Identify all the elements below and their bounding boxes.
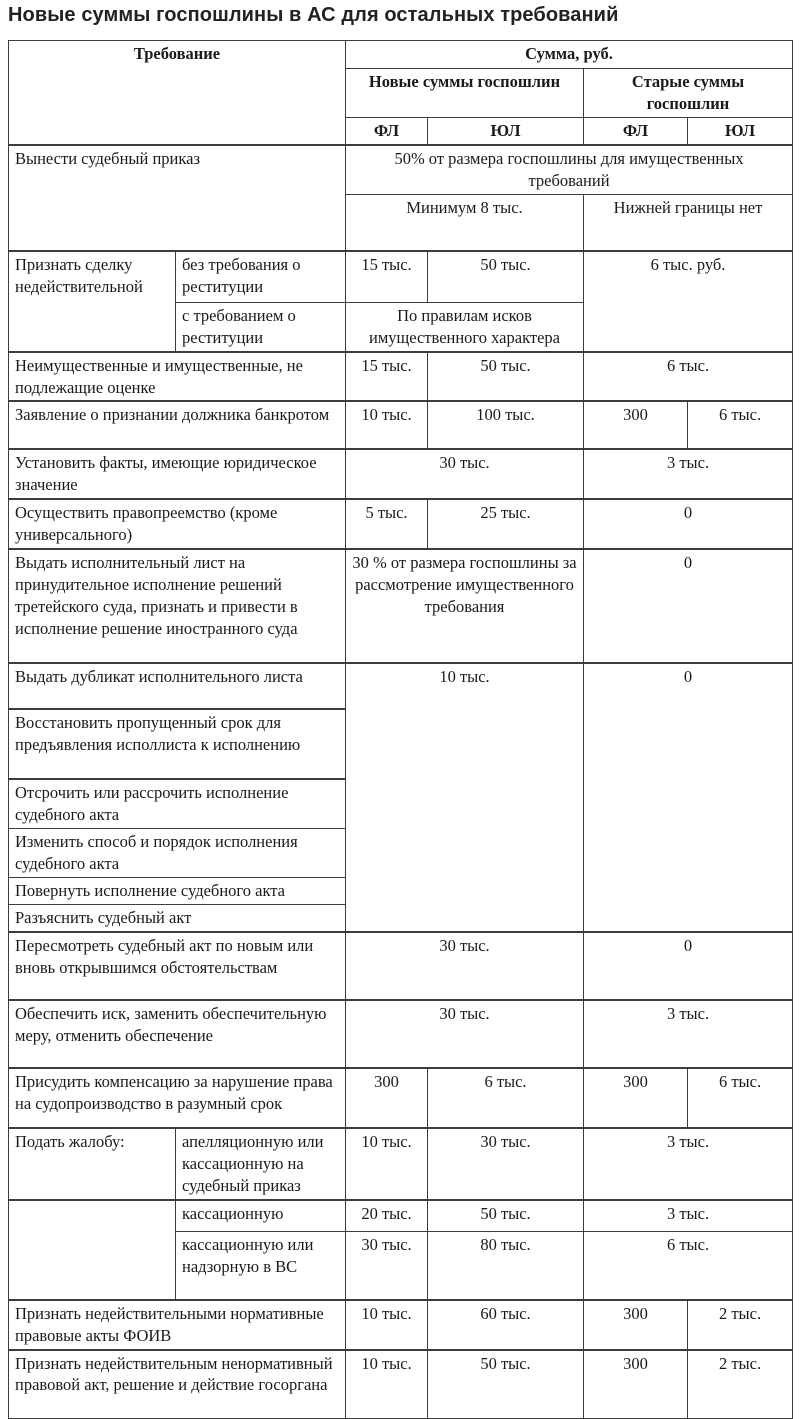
sub-requirement-cell: без требования о реституции	[176, 251, 346, 302]
requirement-cell: Осуществить правопреемство (кроме универсального)	[9, 499, 346, 549]
requirement-cell: Признать недействительными нормативные правовые акты ФОИВ	[9, 1300, 346, 1350]
fee-cell: 300	[346, 1068, 428, 1128]
requirement-cell: Отсрочить или рассрочить исполнение судебного акта	[9, 779, 346, 828]
fee-cell: 5 тыс.	[346, 499, 428, 549]
fee-cell: 3 тыс.	[584, 449, 793, 499]
header-new-jul: ЮЛ	[428, 117, 584, 144]
fee-cell: 10 тыс.	[346, 401, 428, 449]
requirement-cell: Вынести судебный приказ	[9, 145, 346, 251]
requirement-cell: Повернуть исполнение судебного акта	[9, 877, 346, 904]
fee-cell: 2 тыс.	[688, 1300, 793, 1350]
fee-cell: Минимум 8 тыс.	[346, 194, 584, 251]
fee-cell: 15 тыс.	[346, 251, 428, 302]
requirement-cell: Присудить компенсацию за нарушение права на судопроизводство в разумный срок	[9, 1068, 346, 1128]
fee-cell: 30 тыс.	[428, 1128, 584, 1200]
fee-cell: 0	[584, 663, 793, 932]
requirement-cell: Подать жалобу:	[9, 1128, 176, 1200]
header-old-fl: ФЛ	[584, 117, 688, 144]
requirement-cell: Признать сделку недействительной	[9, 251, 176, 351]
fee-cell: 30 % от размера госпошлины за рассмотрение имущественного требования	[346, 549, 584, 663]
requirement-cell: Изменить способ и порядок исполнения судебного акта	[9, 829, 346, 878]
fee-cell: 3 тыс.	[584, 1000, 793, 1068]
requirement-cell: Восстановить пропущенный срок для предъявления исполлиста к исполнению	[9, 709, 346, 779]
fee-cell: Нижней границы нет	[584, 194, 793, 251]
fee-cell: 60 тыс.	[428, 1300, 584, 1350]
header-new-fees: Новые суммы госпошлин	[346, 69, 584, 118]
requirement-cell	[9, 1200, 176, 1300]
header-old-jul: ЮЛ	[688, 117, 793, 144]
fee-cell: 50 тыс.	[428, 352, 584, 402]
fee-cell: 0	[584, 932, 793, 1000]
fee-cell: 6 тыс.	[428, 1068, 584, 1128]
header-old-fees: Старые суммы госпошлин	[584, 69, 793, 118]
requirement-cell: Выдать дубликат исполнительного листа	[9, 663, 346, 709]
fee-cell: 6 тыс.	[584, 352, 793, 402]
requirement-cell: Признать недействительным ненормативный правовой акт, решение и действие госоргана	[9, 1350, 346, 1419]
fee-cell: 300	[584, 1068, 688, 1128]
fee-cell: 50% от размера госпошлины для имущественных требований	[346, 145, 793, 194]
fee-cell: 3 тыс.	[584, 1200, 793, 1232]
fee-cell: 25 тыс.	[428, 499, 584, 549]
requirement-cell: Выдать исполнительный лист на принудительное исполнение решений третейского суда, признать и привести в исполнение решение иностранного суда	[9, 549, 346, 663]
requirement-cell: Установить факты, имеющие юридическое значение	[9, 449, 346, 499]
requirement-cell: Заявление о признании должника банкротом	[9, 401, 346, 449]
fee-cell: 0	[584, 549, 793, 663]
fee-cell: 0	[584, 499, 793, 549]
fee-cell: 2 тыс.	[688, 1350, 793, 1419]
header-requirement: Требование	[9, 41, 346, 145]
sub-requirement-cell: апелляционную или кассационную на судебный приказ	[176, 1128, 346, 1200]
sub-requirement-cell: кассационную	[176, 1200, 346, 1232]
fee-cell: 100 тыс.	[428, 401, 584, 449]
fee-cell: 6 тыс. руб.	[584, 251, 793, 351]
fee-cell: 30 тыс.	[346, 1000, 584, 1068]
fee-cell: 30 тыс.	[346, 932, 584, 1000]
fee-cell: 10 тыс.	[346, 1350, 428, 1419]
header-new-fl: ФЛ	[346, 117, 428, 144]
fee-cell: 6 тыс.	[584, 1232, 793, 1300]
fee-cell: 10 тыс.	[346, 1300, 428, 1350]
fee-cell: 50 тыс.	[428, 1200, 584, 1232]
requirement-cell: Разъяснить судебный акт	[9, 904, 346, 931]
fee-cell: 15 тыс.	[346, 352, 428, 402]
header-sum: Сумма, руб.	[346, 41, 793, 69]
fees-table	[8, 40, 793, 1419]
fee-cell: 6 тыс.	[688, 401, 793, 449]
fee-cell: 300	[584, 401, 688, 449]
fee-cell: 30 тыс.	[346, 449, 584, 499]
fee-cell: 50 тыс.	[428, 1350, 584, 1419]
fee-cell: По правилам исков имущественного характера	[346, 302, 584, 351]
fee-cell: 50 тыс.	[428, 251, 584, 302]
page-title: Новые суммы госпошлины в АС для остальных требований	[8, 4, 619, 26]
fee-cell: 300	[584, 1300, 688, 1350]
sub-requirement-cell: с требованием о реституции	[176, 302, 346, 351]
fee-cell: 80 тыс.	[428, 1232, 584, 1300]
requirement-cell: Пересмотреть судебный акт по новым или вновь открывшимся обстоятельствам	[9, 932, 346, 1000]
requirement-cell: Неимущественные и имущественные, не подлежащие оценке	[9, 352, 346, 402]
requirement-cell: Обеспечить иск, заменить обеспечительную меру, отменить обеспечение	[9, 1000, 346, 1068]
fee-cell: 300	[584, 1350, 688, 1419]
fee-cell: 6 тыс.	[688, 1068, 793, 1128]
fee-cell: 30 тыс.	[346, 1232, 428, 1300]
sub-requirement-cell: кассационную или надзорную в ВС	[176, 1232, 346, 1300]
fee-cell: 10 тыс.	[346, 663, 584, 932]
fee-cell: 3 тыс.	[584, 1128, 793, 1200]
fee-cell: 20 тыс.	[346, 1200, 428, 1232]
fee-cell: 10 тыс.	[346, 1128, 428, 1200]
